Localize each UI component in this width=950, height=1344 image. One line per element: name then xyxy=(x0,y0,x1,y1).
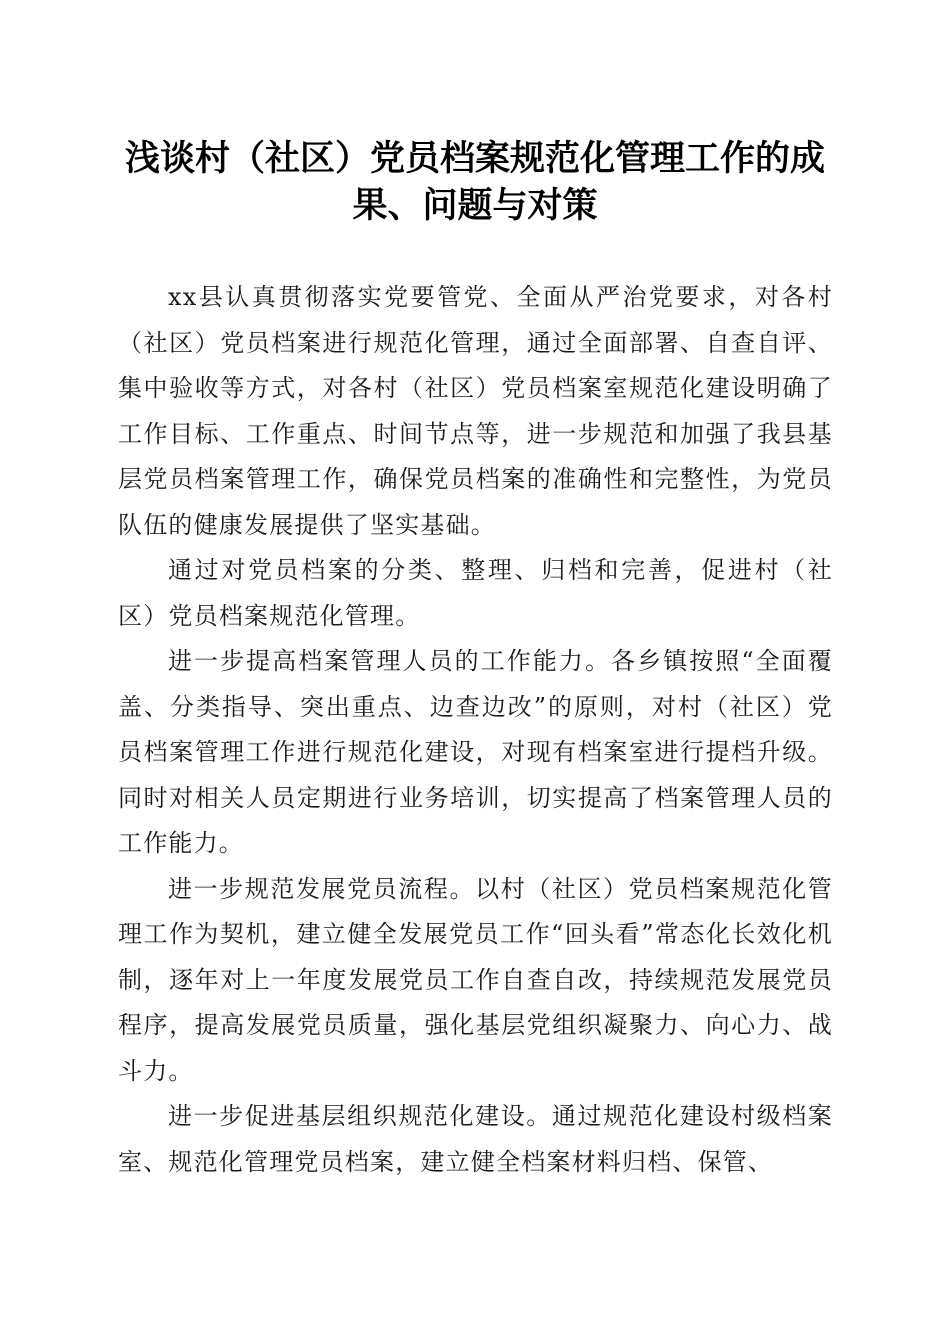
document-body xyxy=(118,275,833,1185)
paragraph-member-development: 进一步规范发展党员流程。以村（社区）党员档案规范化管理工作为契机，建立健全发展党员工作“回头看”常态化长效化机制，逐年对上一年度发展党员工作自查自改，持续规范发展党员程序，提高发展党员质量，强化基层党组织凝聚力、向心力、战斗力。 xyxy=(118,874,833,1085)
title-line-1: 浅谈村（社区）党员档案规范化管理工作的成 xyxy=(124,138,825,179)
paragraph-staff-capability: 进一步提高档案管理人员的工作能力。各乡镇按照“全面覆盖、分类指导、突出重点、边查边改”的原则，对村（社区）党员档案管理工作进行规范化建设，对现有档案室进行提档升级。同时对相关人员定期进行业务培训，切实提高了档案管理人员的工作能力。 xyxy=(118,647,833,857)
paragraph-organization-building: 进一步促进基层组织规范化建设。通过规范化建设村级档案室、规范化管理党员档案，建立健全档案材料归档、保管、 xyxy=(118,1102,833,1176)
title-line-2: 果、问题与对策 xyxy=(352,185,598,226)
paragraph-classification: 通过对党员档案的分类、整理、归档和完善，促进村（社区）党员档案规范化管理。 xyxy=(118,556,833,630)
document-title xyxy=(100,135,850,229)
paragraph-intro: xx县认真贯彻落实党要管党、全面从严治党要求，对各村（社区）党员档案进行规范化管理，通过全面部署、自查自评、集中验收等方式，对各村（社区）党员档案室规范化建设明确了工作目标、工作重点、时间节点等，进一步规范和加强了我县基层党员档案管理工作，确保党员档案的准确性和完整性，为党员队伍的健康发展提供了坚实基础。 xyxy=(118,283,833,539)
